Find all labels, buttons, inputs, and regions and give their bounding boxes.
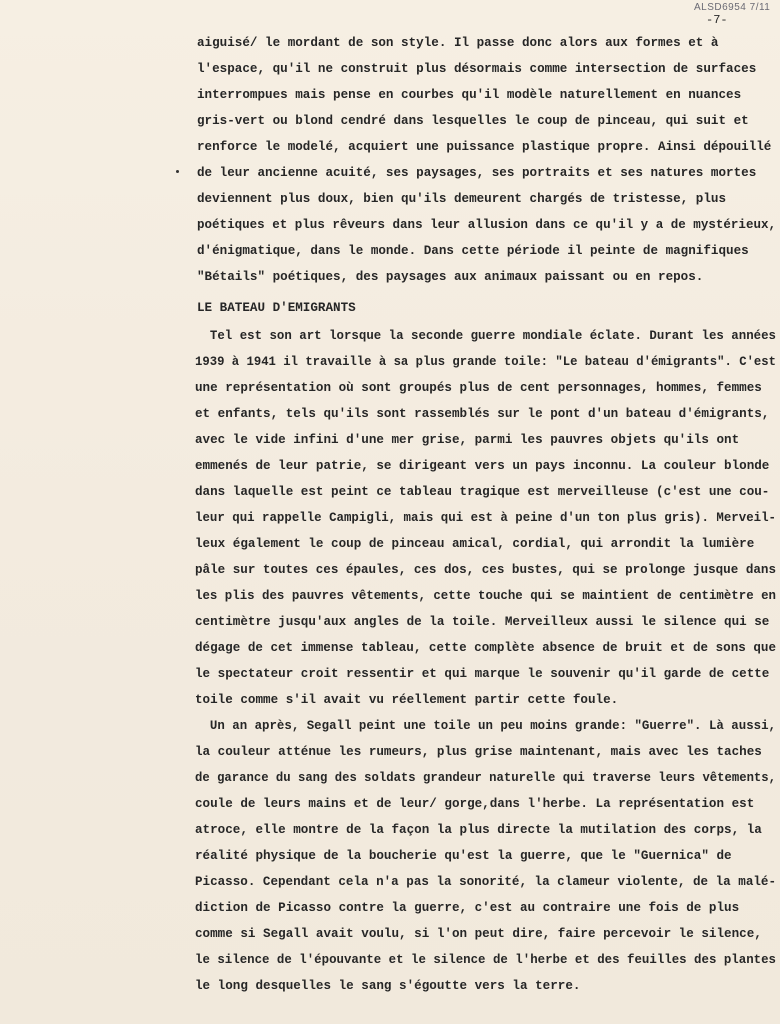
text-line: interrompues mais pense en courbes qu'il modèle naturellement en nuances xyxy=(197,88,742,102)
text-line: poétiques et plus rêveurs dans leur allusion dans ce qu'il y a de mystérieux, xyxy=(197,218,777,232)
text-line: renforce le modelé, acquiert une puissance plastique propre. Ainsi dépouillé xyxy=(197,140,772,154)
text-line: Picasso. Cependant cela n'a pas la sonorité, la clameur violente, de la malé- xyxy=(195,875,777,889)
text-line: réalité physique de la boucherie qu'est la guerre, que le "Guernica" de xyxy=(195,849,732,863)
text-line: leux également le coup de pinceau amical, cordial, qui arrondit la lumière xyxy=(195,537,755,551)
text-line: leur qui rappelle Campigli, mais qui est à peine d'un ton plus gris). Merveil- xyxy=(195,511,776,525)
margin-dot xyxy=(176,170,179,173)
text-line: avec le vide infini d'une mer grise, parmi les pauvres objets qu'ils ont xyxy=(195,433,740,447)
text-line: de garance du sang des soldats grandeur naturelle qui traverse leurs vêtements, xyxy=(195,771,776,785)
section-heading: LE BATEAU D'EMIGRANTS xyxy=(197,301,356,315)
text-line: gris-vert ou blond cendré dans lesquelles le coup de pinceau, qui suit et xyxy=(197,114,749,128)
text-line: centimètre jusqu'aux angles de la toile. Merveilleux aussi le silence qui se xyxy=(195,615,770,629)
text-line: dégage de cet immense tableau, cette complète absence de bruit et de sons que xyxy=(195,641,777,655)
text-line: atroce, elle montre de la façon la plus directe la mutilation des corps, la xyxy=(195,823,762,837)
text-line: pâle sur toutes ces épaules, ces dos, ces bustes, qui se prolonge jusque dans xyxy=(195,563,777,577)
text-line: deviennent plus doux, bien qu'ils demeurent chargés de tristesse, plus xyxy=(197,192,727,206)
text-line: le long desquelles le sang s'égoutte vers la terre. xyxy=(195,979,581,993)
text-line: le silence de l'épouvante et le silence de l'herbe et des feuilles des plantes xyxy=(195,953,776,967)
text-line: les plis des pauvres vêtements, cette touche qui se maintient de centimètre en xyxy=(195,589,776,603)
text-line: l'espace, qu'il ne construit plus désormais comme intersection de surfaces xyxy=(197,62,757,76)
text-line: diction de Picasso contre la guerre, c'est au contraire une fois de plus xyxy=(195,901,740,915)
text-line: comme si Segall avait voulu, si l'on peut dire, faire percevoir le silence, xyxy=(195,927,762,941)
text-line: toile comme s'il avait vu réellement partir cette foule. xyxy=(195,693,619,707)
text-line: la couleur atténue les rumeurs, plus grise maintenant, mais avec les taches xyxy=(195,745,762,759)
text-line: emmenés de leur patrie, se dirigeant vers un pays inconnu. La couleur blonde xyxy=(195,459,770,473)
text-line: 1939 à 1941 il travaille à sa plus grande toile: "Le bateau d'émigrants". C'est xyxy=(195,355,776,369)
page-number: -7- xyxy=(706,13,728,27)
text-line: dans laquelle est peint ce tableau tragique est merveilleuse (c'est une cou- xyxy=(195,485,770,499)
text-line: de leur ancienne acuité, ses paysages, ses portraits et ses natures mortes xyxy=(197,166,757,180)
text-line: Tel est son art lorsque la seconde guerre mondiale éclate. Durant les années xyxy=(195,329,776,343)
text-line: "Bétails" poétiques, des paysages aux animaux paissant ou en repos. xyxy=(197,270,704,284)
text-line: coule de leurs mains et de leur/ gorge,dans l'herbe. La représentation est xyxy=(195,797,755,811)
text-line: et enfants, tels qu'ils sont rassemblés sur le pont d'un bateau d'émigrants, xyxy=(195,407,770,421)
text-line: d'énigmatique, dans le monde. Dans cette période il peinte de magnifiques xyxy=(197,244,749,258)
text-line: aiguisé/ le mordant de son style. Il passe donc alors aux formes et à xyxy=(197,36,719,50)
text-line: Un an après, Segall peint une toile un peu moins grande: "Guerre". Là aussi, xyxy=(195,719,776,733)
text-line: le spectateur croit ressentir et qui marque le souvenir qu'il garde de cette xyxy=(195,667,770,681)
archive-reference: ALSD6954 7/11 xyxy=(694,2,771,13)
text-line: une représentation où sont groupés plus de cent personnages, hommes, femmes xyxy=(195,381,762,395)
